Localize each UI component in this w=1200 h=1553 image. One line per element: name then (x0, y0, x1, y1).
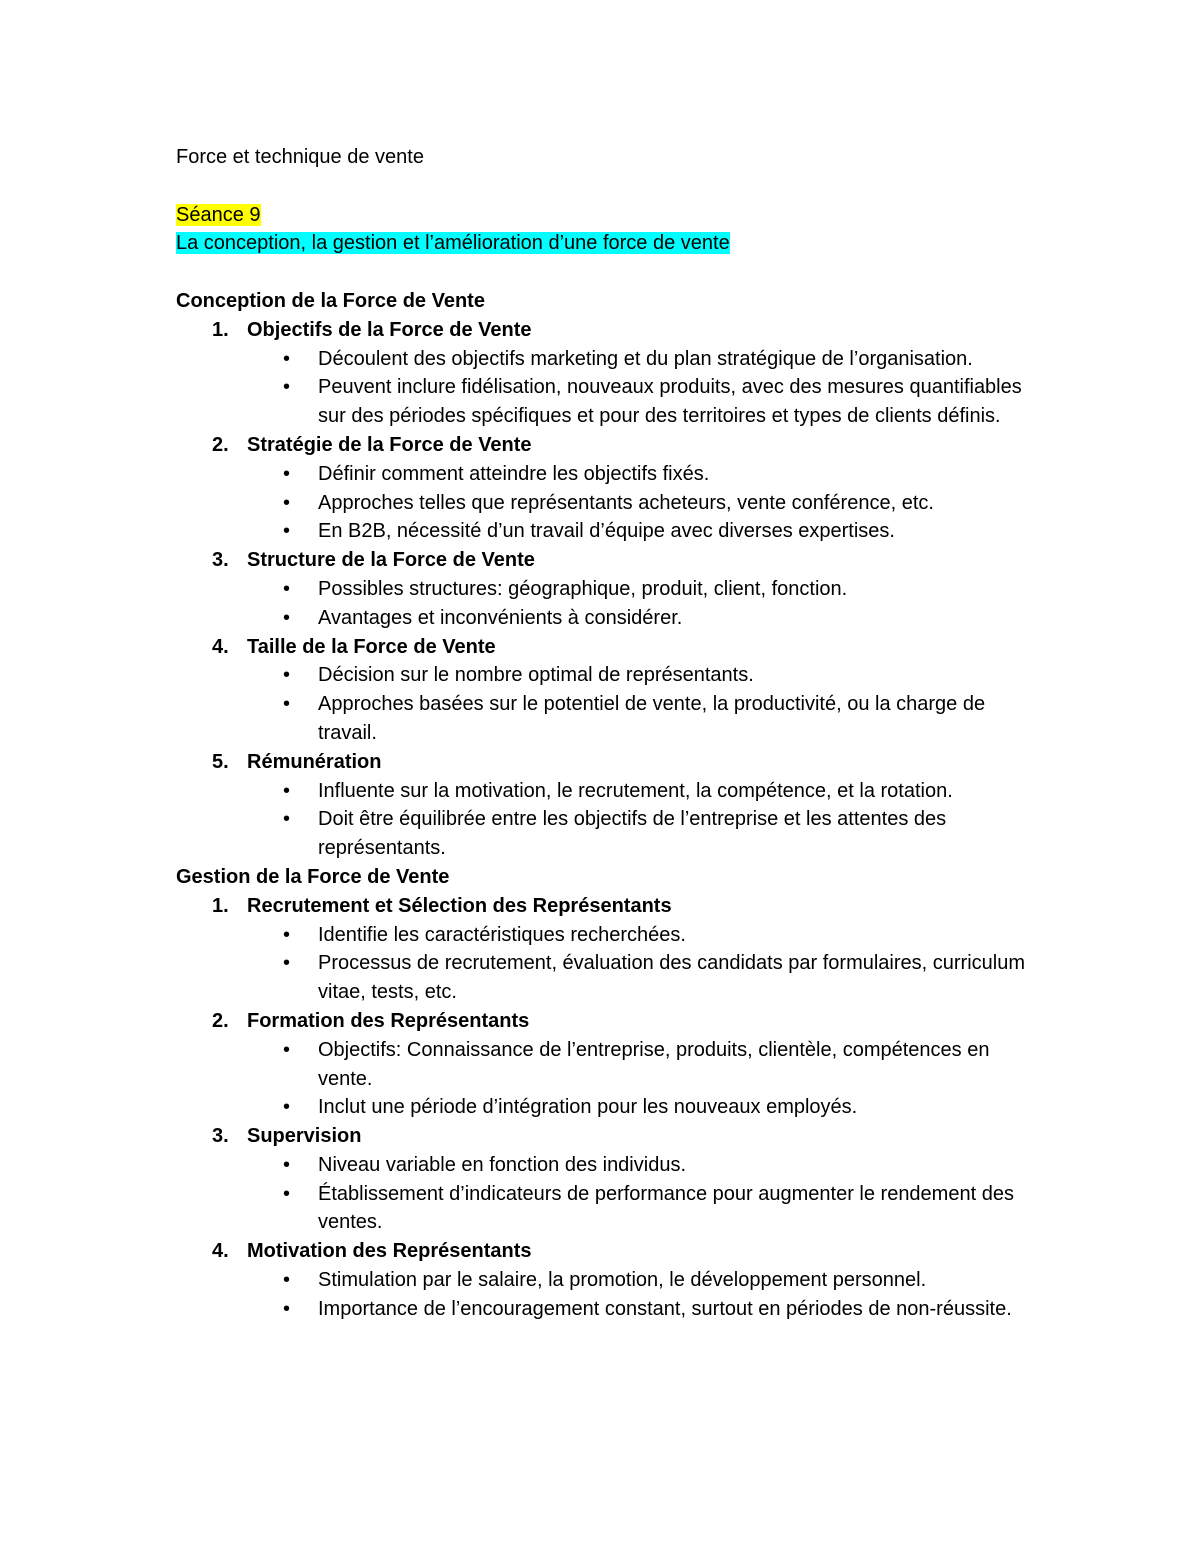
bullet-item (176, 921, 1038, 950)
bullet-text: Importance de l’encouragement constant, surtout en périodes de non-réussite. (318, 1297, 1012, 1320)
bullet-item (176, 949, 1038, 1007)
item-number: 3. (212, 549, 229, 572)
bullet-dot: • (283, 376, 291, 399)
item-number: 4. (212, 635, 229, 658)
bullet-dot: • (283, 1297, 291, 1320)
item-title: Motivation des Représentants (247, 1240, 532, 1263)
bullet-text: Niveau variable en fonction des individus. (318, 1153, 686, 1176)
bullet-item (176, 1180, 1038, 1238)
bullet-list (176, 1151, 1036, 1237)
bullet-text: Identifie les caractéristiques recherchées. (318, 923, 686, 946)
session-subtitle: La conception, la gestion et l’amélioration d’une force de vente (176, 232, 730, 255)
bullet-list (176, 345, 1036, 431)
bullet-item (176, 1295, 1038, 1324)
outline-item (176, 316, 1036, 345)
bullet-text: Doit être équilibrée entre les objectifs de l’entreprise et les attentes des représentants. (318, 808, 947, 860)
bullet-text: Possibles structures: géographique, produit, client, fonction. (318, 577, 848, 600)
bullet-dot: • (283, 577, 291, 600)
bullet-item (176, 575, 1038, 604)
outline-item (176, 892, 1036, 921)
bullet-dot: • (283, 462, 291, 485)
bullet-text: Découlent des objectifs marketing et du plan stratégique de l’organisation. (318, 347, 973, 370)
item-title: Rémunération (247, 750, 382, 773)
outline-item (176, 1237, 1036, 1266)
bullet-dot: • (283, 1038, 291, 1061)
bullet-list (176, 1266, 1036, 1324)
item-number: 2. (212, 1009, 229, 1032)
bullet-text: Approches basées sur le potentiel de vente, la productivité, ou la charge de travail. (318, 693, 986, 744)
session-label: Séance 9 (176, 203, 261, 226)
outline-item (176, 1122, 1036, 1151)
bullet-dot: • (283, 606, 291, 629)
bullet-text: Décision sur le nombre optimal de représentants. (318, 664, 754, 687)
bullet-list (176, 661, 1036, 747)
bullet-item (176, 489, 1038, 518)
bullet-dot: • (283, 1096, 291, 1119)
bullet-item (176, 1151, 1038, 1180)
bullet-item (176, 805, 1038, 863)
bullet-item (176, 517, 1038, 546)
section-title: Gestion de la Force de Vente (176, 865, 450, 888)
bullet-list (176, 460, 1036, 546)
item-title: Structure de la Force de Vente (247, 549, 535, 572)
bullet-text: Influente sur la motivation, le recrutement, la compétence, et la rotation. (318, 779, 953, 802)
bullet-text: Avantages et inconvénients à considérer. (318, 606, 683, 629)
bullet-text: Peuvent inclure fidélisation, nouveaux produits, avec des mesures quantifiables sur des périodes spécifiques et pour des territoires et types de clients définis. (318, 376, 1022, 428)
section-title: Conception de la Force de Vente (176, 289, 485, 312)
bullet-item (176, 777, 1038, 806)
outline-item (176, 1007, 1036, 1036)
bullet-dot: • (283, 808, 291, 831)
bullet-text: Établissement d’indicateurs de performance pour augmenter le rendement des ventes. (318, 1182, 1014, 1234)
bullet-dot: • (283, 952, 291, 975)
sections-container (176, 287, 1036, 1324)
bullet-dot: • (283, 1153, 291, 1176)
item-title: Recrutement et Sélection des Représentants (247, 894, 672, 917)
bullet-item (176, 345, 1038, 374)
bullet-item (176, 1266, 1038, 1295)
bullet-item (176, 373, 1038, 431)
document-title: Force et technique de vente (176, 146, 424, 168)
bullet-dot: • (283, 1182, 291, 1205)
item-number: 3. (212, 1125, 229, 1148)
spacer (176, 172, 1036, 201)
bullet-list (176, 575, 1036, 633)
bullet-text: Inclut une période d’intégration pour les nouveaux employés. (318, 1096, 858, 1119)
outline-item (176, 546, 1036, 575)
bullet-dot: • (283, 1269, 291, 1292)
bullet-text: Approches telles que représentants acheteurs, vente conférence, etc. (318, 491, 934, 514)
item-number: 5. (212, 750, 229, 773)
bullet-text: En B2B, nécessité d’un travail d’équipe avec diverses expertises. (318, 520, 895, 543)
item-title: Supervision (247, 1125, 362, 1148)
bullet-item (176, 690, 1038, 748)
item-title: Taille de la Force de Vente (247, 635, 496, 658)
item-title: Formation des Représentants (247, 1009, 530, 1032)
bullet-list (176, 1036, 1036, 1122)
bullet-dot: • (283, 491, 291, 514)
bullet-list (176, 921, 1036, 1007)
bullet-dot: • (283, 693, 291, 716)
bullet-text: Définir comment atteindre les objectifs fixés. (318, 462, 710, 485)
bullet-text: Processus de recrutement, évaluation des candidats par formulaires, curriculum vitae, tests, etc. (318, 952, 1025, 1004)
document-body (176, 143, 1036, 1324)
bullet-dot: • (283, 664, 291, 687)
bullet-item (176, 1093, 1038, 1122)
bullet-item (176, 460, 1038, 489)
bullet-dot: • (283, 779, 291, 802)
bullet-dot: • (283, 347, 291, 370)
bullet-item (176, 1036, 1038, 1094)
bullet-dot: • (283, 520, 291, 543)
outline-item (176, 748, 1036, 777)
outline-item (176, 633, 1036, 662)
item-number: 1. (212, 318, 229, 341)
bullet-text: Objectifs: Connaissance de l’entreprise, produits, clientèle, compétences en vente. (318, 1038, 990, 1090)
item-title: Stratégie de la Force de Vente (247, 433, 532, 456)
bullet-list (176, 777, 1036, 863)
item-number: 4. (212, 1240, 229, 1263)
bullet-item (176, 604, 1038, 633)
bullet-text: Stimulation par le salaire, la promotion, le développement personnel. (318, 1269, 927, 1292)
bullet-item (176, 661, 1038, 690)
item-number: 2. (212, 433, 229, 456)
spacer (176, 258, 1036, 287)
outline-item (176, 431, 1036, 460)
item-title: Objectifs de la Force de Vente (247, 318, 532, 341)
bullet-dot: • (283, 923, 291, 946)
item-number: 1. (212, 894, 229, 917)
